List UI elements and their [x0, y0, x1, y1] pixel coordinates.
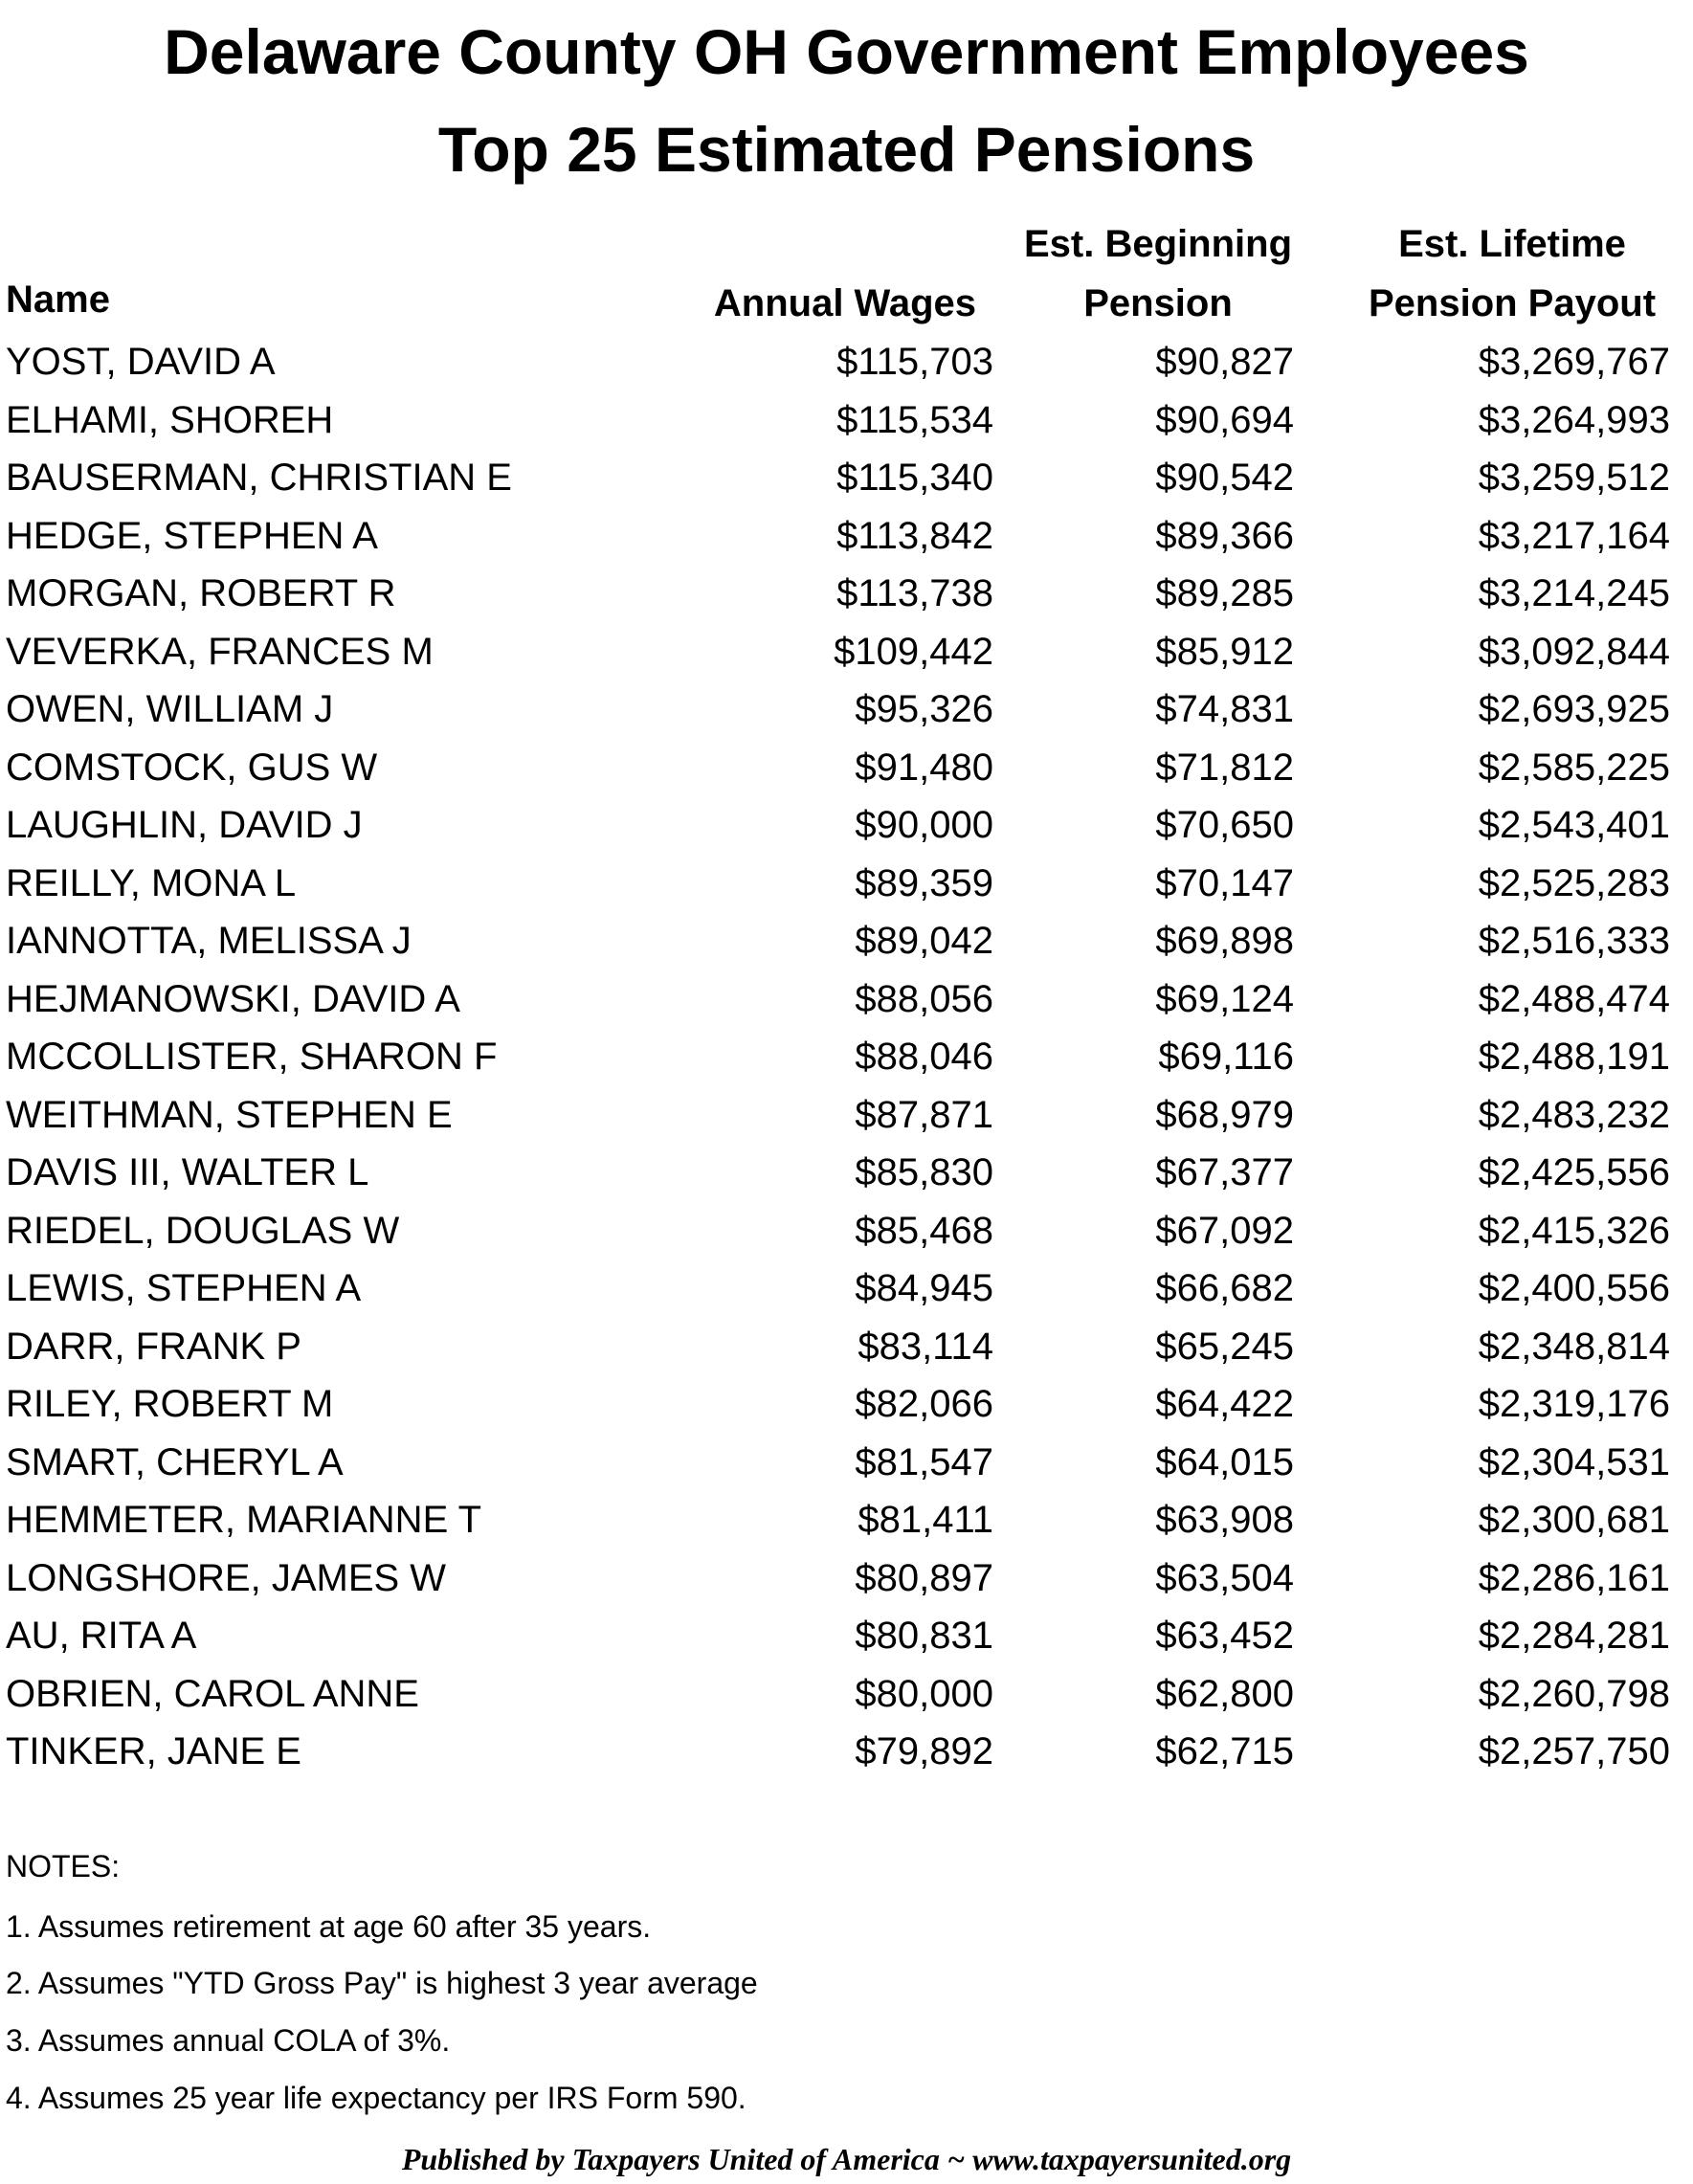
note-item: 4. Assumes 25 year life expectancy per IRS Form 590.: [6, 2081, 746, 2115]
cell-lifetime-payout: $2,400,556: [1478, 1267, 1670, 1309]
cell-annual-wages: $115,534: [836, 398, 993, 441]
cell-beginning-pension: $69,898: [1155, 920, 1294, 962]
cell-beginning-pension: $63,504: [1155, 1556, 1294, 1599]
note-item: 2. Assumes "YTD Gross Pay" is highest 3 year average: [6, 1966, 758, 2000]
cell-name: AU, RITA A: [6, 1615, 197, 1657]
cell-annual-wages: $82,066: [855, 1383, 993, 1425]
cell-name: SMART, CHERYL A: [6, 1440, 344, 1483]
cell-beginning-pension: $65,245: [1155, 1325, 1294, 1368]
cell-annual-wages: $90,000: [855, 804, 993, 846]
cell-name: IANNOTTA, MELISSA J: [6, 920, 412, 962]
cell-name: WEITHMAN, STEPHEN E: [6, 1093, 453, 1136]
cell-name: LEWIS, STEPHEN A: [6, 1267, 362, 1309]
cell-beginning-pension: $62,715: [1155, 1730, 1294, 1772]
cell-name: VEVERKA, FRANCES M: [6, 630, 434, 673]
cell-name: HEDGE, STEPHEN A: [6, 514, 378, 557]
cell-annual-wages: $88,056: [855, 977, 993, 1020]
cell-beginning-pension: $63,452: [1155, 1615, 1294, 1657]
cell-name: COMSTOCK, GUS W: [6, 746, 378, 789]
cell-lifetime-payout: $3,259,512: [1478, 457, 1670, 499]
cell-name: OWEN, WILLIAM J: [6, 688, 334, 730]
cell-lifetime-payout: $2,488,474: [1478, 977, 1670, 1020]
cell-lifetime-payout: $3,269,767: [1478, 341, 1670, 383]
cell-lifetime-payout: $2,319,176: [1478, 1383, 1670, 1425]
page-title-line-2: Top 25 Estimated Pensions: [437, 114, 1256, 185]
notes-heading: NOTES:: [6, 1849, 121, 1883]
cell-lifetime-payout: $2,425,556: [1478, 1151, 1670, 1193]
cell-lifetime-payout: $3,214,245: [1478, 572, 1670, 614]
cell-lifetime-payout: $2,516,333: [1478, 920, 1670, 962]
cell-name: LAUGHLIN, DAVID J: [6, 804, 363, 846]
cell-beginning-pension: $67,092: [1155, 1209, 1294, 1252]
cell-beginning-pension: $71,812: [1155, 746, 1294, 789]
cell-annual-wages: $109,442: [834, 630, 993, 673]
cell-annual-wages: $84,945: [855, 1267, 993, 1309]
cell-annual-wages: $115,703: [836, 341, 993, 383]
header-beginning-pension-line-1: Est. Beginning: [1024, 223, 1292, 265]
cell-annual-wages: $80,000: [855, 1672, 993, 1715]
cell-annual-wages: $85,830: [855, 1151, 993, 1193]
cell-name: HEMMETER, MARIANNE T: [6, 1499, 482, 1541]
cell-name: TINKER, JANE E: [6, 1730, 301, 1772]
cell-name: OBRIEN, CAROL ANNE: [6, 1672, 419, 1715]
cell-beginning-pension: $62,800: [1155, 1672, 1294, 1715]
cell-annual-wages: $91,480: [855, 746, 993, 789]
header-name: Name: [6, 279, 110, 321]
cell-annual-wages: $81,411: [858, 1499, 993, 1541]
cell-name: BAUSERMAN, CHRISTIAN E: [6, 457, 512, 499]
publisher-footer: Published by Taxpayers United of America ~ www.taxpayersunited.org: [401, 2142, 1292, 2176]
cell-lifetime-payout: $2,488,191: [1478, 1036, 1670, 1078]
cell-beginning-pension: $63,908: [1155, 1499, 1294, 1541]
cell-name: DARR, FRANK P: [6, 1325, 301, 1368]
cell-lifetime-payout: $3,264,993: [1478, 398, 1670, 441]
cell-name: MCCOLLISTER, SHARON F: [6, 1036, 498, 1078]
cell-beginning-pension: $66,682: [1155, 1267, 1294, 1309]
header-lifetime-payout-line-1: Est. Lifetime: [1398, 223, 1626, 265]
cell-name: ELHAMI, SHOREH: [6, 398, 334, 441]
cell-lifetime-payout: $2,257,750: [1478, 1730, 1670, 1772]
cell-beginning-pension: $70,650: [1155, 804, 1294, 846]
cell-annual-wages: $83,114: [858, 1325, 993, 1368]
cell-lifetime-payout: $2,304,531: [1478, 1440, 1670, 1483]
cell-name: RIEDEL, DOUGLAS W: [6, 1209, 400, 1252]
cell-lifetime-payout: $2,284,281: [1478, 1615, 1670, 1657]
cell-annual-wages: $80,831: [855, 1615, 993, 1657]
cell-beginning-pension: $90,542: [1155, 457, 1294, 499]
cell-annual-wages: $85,468: [855, 1209, 993, 1252]
header-beginning-pension-line-2: Pension: [1083, 282, 1233, 324]
cell-lifetime-payout: $2,543,401: [1478, 804, 1670, 846]
cell-lifetime-payout: $2,260,798: [1478, 1672, 1670, 1715]
header-lifetime-payout-line-2: Pension Payout: [1368, 282, 1657, 324]
cell-beginning-pension: $89,366: [1155, 514, 1294, 557]
cell-annual-wages: $87,871: [855, 1093, 993, 1136]
cell-annual-wages: $115,340: [836, 457, 993, 499]
cell-beginning-pension: $69,116: [1158, 1036, 1294, 1078]
cell-name: YOST, DAVID A: [6, 341, 276, 383]
cell-lifetime-payout: $2,348,814: [1478, 1325, 1670, 1368]
cell-annual-wages: $95,326: [855, 688, 993, 730]
cell-beginning-pension: $85,912: [1155, 630, 1294, 673]
cell-annual-wages: $113,738: [836, 572, 993, 614]
cell-lifetime-payout: $2,286,161: [1478, 1556, 1670, 1599]
cell-beginning-pension: $70,147: [1155, 861, 1294, 904]
cell-annual-wages: $88,046: [855, 1036, 993, 1078]
cell-beginning-pension: $69,124: [1155, 977, 1294, 1020]
cell-name: HEJMANOWSKI, DAVID A: [6, 977, 460, 1020]
cell-name: RILEY, ROBERT M: [6, 1383, 334, 1425]
page-title-line-1: Delaware County OH Government Employees: [164, 16, 1529, 87]
cell-beginning-pension: $64,015: [1155, 1440, 1294, 1483]
cell-annual-wages: $79,892: [855, 1730, 993, 1772]
cell-lifetime-payout: $3,217,164: [1478, 514, 1670, 557]
cell-annual-wages: $80,897: [855, 1556, 993, 1599]
note-item: 3. Assumes annual COLA of 3%.: [6, 2023, 451, 2058]
cell-name: MORGAN, ROBERT R: [6, 572, 396, 614]
cell-annual-wages: $81,547: [855, 1440, 993, 1483]
cell-lifetime-payout: $2,300,681: [1478, 1499, 1670, 1541]
cell-beginning-pension: $89,285: [1155, 572, 1294, 614]
cell-annual-wages: $89,359: [855, 861, 993, 904]
cell-beginning-pension: $64,422: [1155, 1383, 1294, 1425]
cell-lifetime-payout: $3,092,844: [1478, 630, 1670, 673]
cell-lifetime-payout: $2,525,283: [1478, 861, 1670, 904]
note-item: 1. Assumes retirement at age 60 after 35 years.: [6, 1909, 652, 1944]
cell-annual-wages: $113,842: [836, 514, 993, 557]
cell-lifetime-payout: $2,693,925: [1478, 688, 1670, 730]
cell-beginning-pension: $68,979: [1155, 1093, 1294, 1136]
cell-beginning-pension: $74,831: [1155, 688, 1294, 730]
cell-beginning-pension: $90,827: [1155, 341, 1294, 383]
cell-beginning-pension: $90,694: [1155, 398, 1294, 441]
cell-lifetime-payout: $2,415,326: [1478, 1209, 1670, 1252]
header-annual-wages: Annual Wages: [713, 282, 976, 324]
cell-name: DAVIS III, WALTER L: [6, 1151, 369, 1193]
cell-name: LONGSHORE, JAMES W: [6, 1556, 447, 1599]
cell-lifetime-payout: $2,585,225: [1478, 746, 1670, 789]
cell-beginning-pension: $67,377: [1155, 1151, 1294, 1193]
cell-lifetime-payout: $2,483,232: [1478, 1093, 1670, 1136]
cell-name: REILLY, MONA L: [6, 861, 297, 904]
cell-annual-wages: $89,042: [855, 920, 993, 962]
